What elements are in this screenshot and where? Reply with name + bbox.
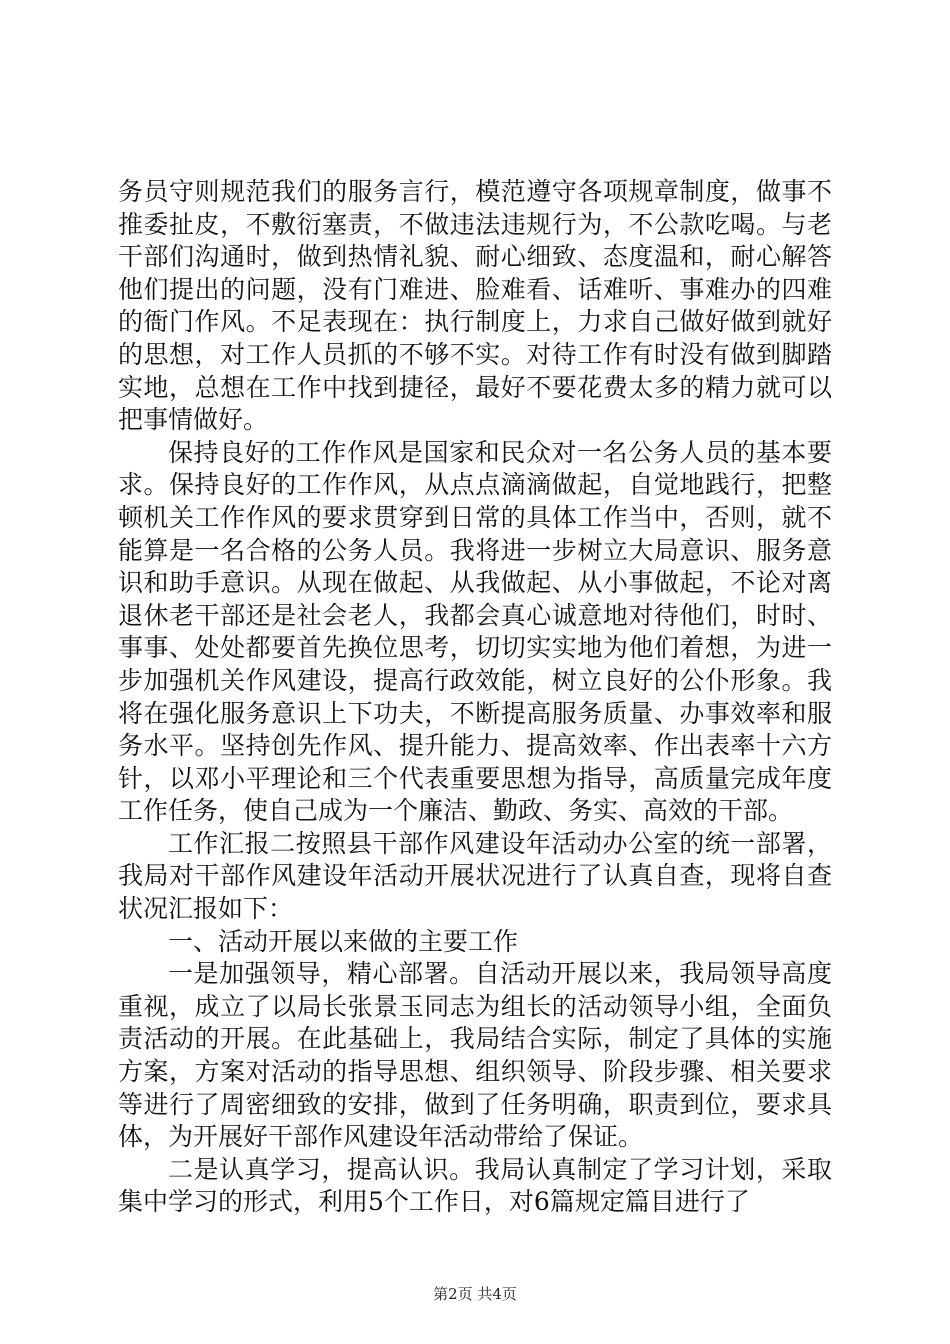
- paragraph-report-two-intro: 工作汇报二按照县干部作风建设年活动办公室的统一部署，我局对干部作风建设年活动开展状况进行了认真自查，现将自查状况汇报如下：: [118, 828, 832, 924]
- paragraph-work-style: 保持良好的工作作风是国家和民众对一名公务人员的基本要求。保持良好的工作作风，从点点滴滴做起，自觉地践行，把整顿机关工作作风的要求贯穿到日常的具体工作当中，否则，就不能算是一名合格的公务人员。我将进一步树立大局意识、服务意识和助手意识。从现在做起、从我做起、从小事做起，不论对离退休老干部还是社会老人，我都会真心诚意地对待他们，时时、事事、处处都要首先换位思考，切切实实地为他们着想，为进一步加强机关作风建设，提高行政效能，树立良好的公仆形象。我将在强化服务意识上下功夫，不断提高服务质量、办事效率和服务水平。坚持创先作风、提升能力、提高效率、作出表率十六方针，以邓小平理论和三个代表重要思想为指导，高质量完成年度工作任务，使自己成为一个廉洁、勤政、务实、高效的干部。: [118, 437, 832, 826]
- document-body: [118, 176, 832, 1219]
- paragraph-study: 二是认真学习，提高认识。我局认真制定了学习计划，采取集中学习的形式，利用5个工作日，对6篇规定篇目进行了: [118, 1154, 832, 1217]
- page-number-footer: 第2页 共4页: [433, 1285, 517, 1303]
- paragraph-leadership: 一是加强领导，精心部署。自活动开展以来，我局领导高度重视，成立了以局长张景玉同志为组长的活动领导小组，全面负责活动的开展。在此基础上，我局结合实际，制定了具体的实施方案，方案对活动的指导思想、组织领导、阶段步骤、相关要求等进行了周密细致的安排，做到了任务明确，职责到位，要求具体，为开展好干部作风建设年活动带给了保证。: [118, 959, 832, 1152]
- paragraph-continuation: 务员守则规范我们的服务言行，模范遵守各项规章制度，做事不推委扯皮，不敷衍塞责，不做违法违规行为，不公款吃喝。与老干部们沟通时，做到热情礼貌、耐心细致、态度温和，耐心解答他们提出的问题，没有门难进、脸难看、话难听、事难办的四难的衙门作风。不足表现在：执行制度上，力求自己做好做到就好的思想，对工作人员抓的不够不实。对待工作有时没有做到脚踏实地，总想在工作中找到捷径，最好不要花费太多的精力就可以把事情做好。: [118, 177, 832, 435]
- section-heading: 一、活动开展以来做的主要工作: [168, 926, 519, 956]
